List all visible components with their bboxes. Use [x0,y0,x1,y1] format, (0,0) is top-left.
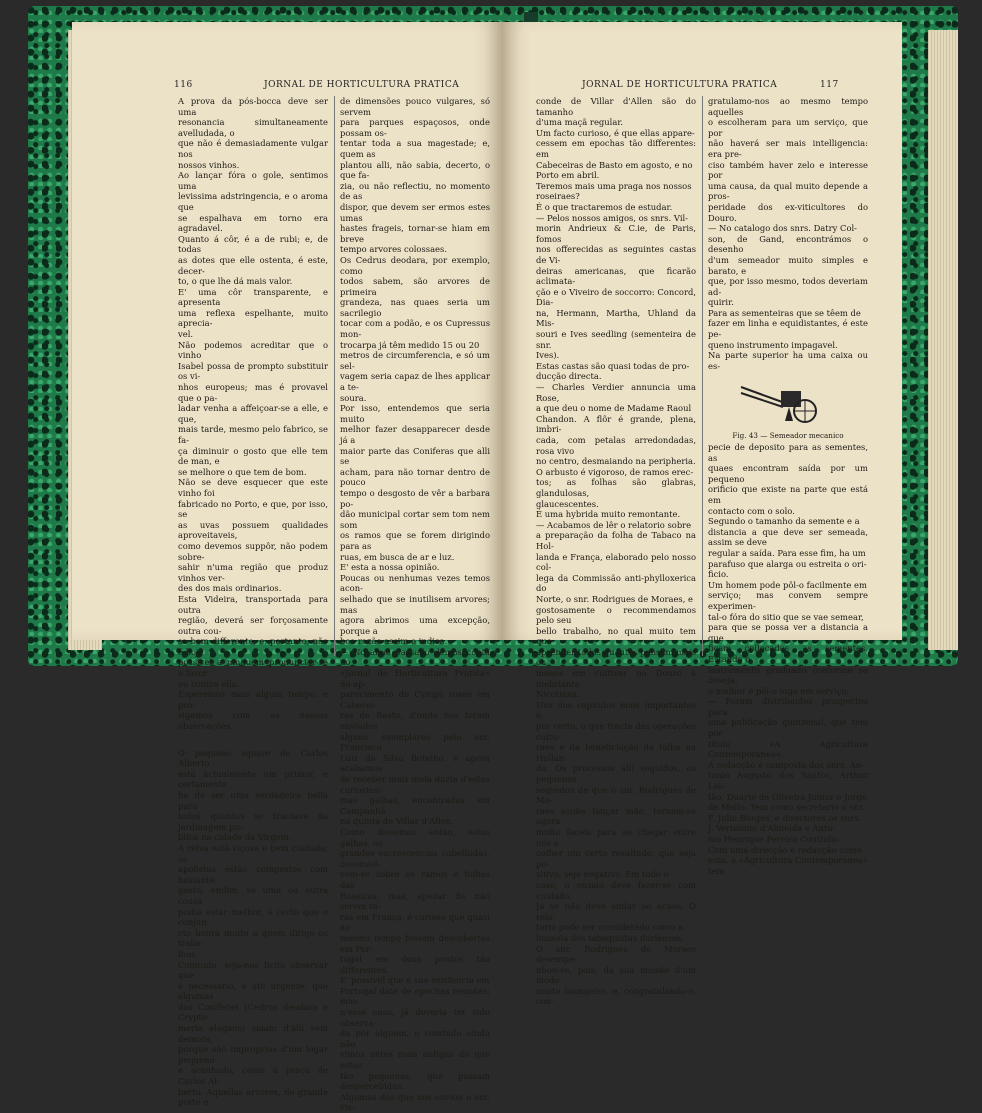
text-line: selhado que se inutilisem arvores; mas [340,593,490,615]
seed-drill-illustration [733,377,843,425]
text-line: ça diminuir o gosto que elle tem de man, e [178,445,328,467]
text-line: lega da Commissão anti-phylloxerica do [536,572,696,594]
text-line: É uma hybrida muito remontante. [536,509,681,520]
column-divider [702,96,703,656]
text-line: cto honra muito a quem dirige os traba- [178,927,328,949]
text-line: Ives). [536,350,560,361]
text-line: por certo, o que tracta das operações cultu- [536,721,696,742]
text-line: nio Henrique Pereira Coutinho. [708,834,842,844]
text-line: melhor fazer desapparecer desde já a [340,424,490,445]
text-line: o escolheram para um serviço, que por [708,117,868,138]
text-line: deiras americanas, que ficarão aclimata- [536,265,696,287]
text-line: F. Julio Borges, e directores os snrs. [708,812,862,823]
text-line: Quanto á côr, é a de rubi; e, de todas [178,233,328,255]
text-line: J. Verissimo d'Almeida e Anto- [708,823,836,834]
text-line: glaucescentes. [536,498,599,509]
text-line: ladar venha a affeiçoar-se a elle, e que, [178,403,328,424]
text-line: Norte, o snr. Rodrigues de Moraes, e [536,593,694,604]
text-line: ras em França, é curioso que quasi ao [340,911,490,933]
text-line: maior parte das Coniferas que alli se [340,445,490,467]
text-line: Com uma direcção e redacção como [708,844,862,855]
text-line: — Foram distribuidos prospectos para [708,696,868,717]
text-line: Já se não deve andar ao acaso. O rela- [536,901,696,922]
text-line: sa bem differente, e, portanto, não é hoje [178,636,328,657]
text-line: da por alguem, e comtudo ainda não [340,1028,490,1049]
text-line: mesmo tempo fossem descobertas em Por- [340,932,490,954]
text-line: O arbusto é vigoroso, de ramos erec- [536,466,694,477]
text-line: Não se deve esquecer que este vinho foi [178,477,328,498]
text-line: mais tarde, mesmo pelo fabrico, se fa- [178,424,328,445]
left-page [72,22,502,1113]
text-line: e acanhado, como a praça de Carlos Al- [178,1065,328,1087]
text-line: berto. Aquellas arvores, de grande porte e [178,1086,328,1108]
text-line: des dos mais ordinarios. [178,583,282,594]
text-line: contacto com o solo. [708,505,795,516]
left-column-2 [340,96,490,1113]
text-line: cada, com petalas arredondadas, rosa vivo [536,435,696,456]
text-line: fazer em linha e equidistantes, é este pe- [708,318,868,340]
text-line: todos sabem, são arvores de primeira [340,276,490,297]
text-line: peridade dos ex-viticultores do Douro. [708,201,868,223]
text-line: resonancia simultaneamente avelludada, o [178,117,328,138]
text-line: raes e da beneficiação da folha na Hollan- [536,742,696,763]
text-line: «Jornal de Horticultura Pratica» do ap- [340,668,490,689]
text-line: Esperemos mais algum tempo, e pro- [178,689,328,710]
text-line: bussola dos tabaquistas durienses. [536,932,684,943]
text-line: raes soube lançar mão, tornam-se agora [536,805,696,827]
text-line: Teremos mais uma praga nos nossos [536,180,692,191]
text-line: zia, ou não reflectiu, no momento de as [340,180,490,202]
text-line: das Coniferas (Cedrus deodara e Crypto- [178,1001,328,1023]
text-line: Não podemos acreditar que o vinho [178,339,328,361]
text-line: de Mello. Tem como secretario o snr. [708,802,865,813]
text-line: Segundo o tamanho da semente e a [708,516,860,527]
text-line: uma publicação quinzenal, que tem por [708,717,868,739]
text-line: levissima adstringencia, e o aroma que [178,191,328,212]
text-line: quirir. [708,297,734,308]
text-line: — Acabamos de lêr o relatorio sobre [536,519,692,530]
text-line: dão municipal cortar sem tom nem som [340,509,490,530]
text-line: d'um semeador muito simples e barato, e [708,254,868,276]
text-line: que, por isso mesmo, todos deveriam ad- [708,276,868,297]
text-line: possivel a ninguem pronunciar-se a favor [178,657,328,679]
text-line: Algumas das que nos enviou o snr. vis- [340,1091,490,1113]
text-line: todos quantos se tractava da jardinagem pu- [178,811,328,832]
text-line: vimos antes mais antigas do que estas [340,1049,490,1071]
text-line: A prova da pós-bocca deve ser uma [178,96,328,117]
text-line: sitivo, seja negativo. Em todo o [536,869,669,880]
text-line: lhos. [178,948,199,959]
text-line: landa e França, elaborado pelo nosso col- [536,551,696,573]
right-column-2-bottom [708,442,868,876]
text-line: região, deverá ser forçosamente outra cou- [178,615,328,636]
text-line: gratulamo-nos ao mesmo tempo aquelles [708,96,868,117]
text-line: sigamos com as nossas observações. [178,710,328,732]
text-line [178,740,328,748]
text-line: ou contra ella. [178,678,240,689]
text-line: bello trabalho, no qual muito tem que [536,625,696,647]
text-line: aprender todos quantos pensam mais ou [536,646,696,668]
text-line: O snr. Rodrigues de Moraes desempe- [536,943,696,965]
text-line: agora abrimos uma excepção, porque a [340,615,490,636]
text-line: tonio Augusto dos Santos, Arthur Lei- [708,770,868,792]
text-line: E' uma côr transparente, e apresenta [178,286,328,308]
text-line: apofistas estão compostos com bastante [178,864,328,885]
text-line: souri e Ives seedling (sementeira de snr. [536,329,696,350]
text-line: trocarpa já têm medido 15 ou 20 [340,339,480,350]
text-line: Portugal date de epochas remotas; mas [340,985,490,1007]
text-line: Chandon. A flôr é grande, plena, imbri- [536,413,696,435]
text-line: como devemos suppôr, não podem sobre- [178,540,328,562]
text-line: é necessario, e até urgente, que algumas [178,980,328,1002]
text-line: soura. [340,392,367,403]
text-line: esta, a «Agricultura Contemporanea» tem [708,855,868,876]
text-line: ras de Basto, d'onde nos foram enviados [340,710,490,732]
text-line: to, o que lhe dá mais valor. [178,276,293,287]
text-line: A redacção é composta dos snrs. An- [708,759,865,770]
text-line: tos; as folhas são glabras, glandulosas, [536,477,696,498]
text-line: E' esta a nossa opinião. [340,562,440,573]
text-line: parafuso que alarga ou estreita o ori- [708,558,867,569]
text-line: que não é demasiadamente vulgar nos [178,138,328,159]
text-line: uma reflexa espelhante, muito aprecia- [178,307,328,329]
text-line: Estas castas são quasi todas de pro- [536,360,690,371]
text-line: serviço; mas convem sempre experimen- [708,590,868,611]
text-line: sahir n'uma região que produz vinhos ver- [178,562,328,583]
text-line: distancia a que deve ser semeada, assim se deve [708,526,868,548]
text-line: ha de ser uma verdadeira bella para [178,790,328,811]
text-line: ficam collocadas as sementes. Estando o [708,643,868,664]
text-line: — Pelos nossos amigos, os snrs. Vil- [536,212,689,223]
text-line: se melhore o que tem de bom. [178,466,307,477]
left-page-number: 116 [174,80,193,90]
text-line: ducção directa. [536,371,602,382]
text-line: instrumento graduado conforme se deseja, [708,664,868,686]
right-column-2-top [708,96,868,371]
text-line: n'esse caso, já deveria ter sido observa- [340,1007,490,1028]
text-line: roseiraes? [536,191,580,202]
text-line: A relva está viçosa e bem cuidada; os [178,842,328,864]
text-line: torio pode ser considerado como a [536,922,683,933]
text-line: E' possivel que a sua existencia em [340,975,490,986]
text-line: nossos vinhos. [178,159,240,170]
text-line: Um homem pode pôl-o facilmente em [708,579,867,590]
text-line: vagem seria capaz de lhes applicar a te- [340,371,490,393]
text-line: Na parte superior ha uma caixa ou es- [708,350,868,371]
text-line: ruas, em busca de ar e luz. [340,551,455,562]
right-page-number: 117 [820,80,839,90]
text-line: menos em cultivar no Douro a inebriante [536,668,696,689]
text-line: Para as sementeiras que se têem de [708,307,861,318]
text-line: conde de Villar d'Allen são do tamanho [536,96,696,117]
text-line: Como dissemos então, estas galhas, os [340,826,490,848]
text-line: tempo arvores colossaes. [340,244,447,255]
text-line: plantou alli, não sabia, decerto, o que fa- [340,159,490,181]
text-line: na, Hermann, Martha, Uhland da Mis- [536,307,696,329]
text-line: os ramos que se forem dirigindo para as [340,530,490,551]
text-line: ciso também haver zelo e interesse por [708,159,868,181]
text-line: titulo «A Agricultura Contemporanea». [708,738,868,760]
right-page-edges [928,30,958,650]
text-line: Porto em abril. [536,170,600,181]
text-line [178,732,328,740]
text-line: para parques espaçosos, onde possam os- [340,117,490,138]
text-line: pecie de deposito para as sementes, as [708,442,868,463]
text-line: uma causa, da qual muito depende a pros- [708,180,868,202]
text-line: muito faceis para se chegar entre nós a [536,826,696,848]
text-line: não haverá ser mais intelligencia: era pre- [708,138,868,159]
text-line: muito lisongeiro, e, congratulando-o, con- [536,985,696,1007]
text-line: o melhor é pôl-o logo em serviço. [708,685,849,696]
text-line: podia estar melhor, é certo que o conjun- [178,906,328,928]
text-line: nhou-se, pois, da sua missão d'um modo [536,964,696,986]
text-line: ção e o Viveiro de soccorro: Concord, Dia- [536,286,696,308]
text-line: grandeza, nas quaes seria um sacrilegio [340,297,490,318]
text-line: gostosamente o recommendamos pelo seu [536,604,696,626]
text-line: na quinta de Villar d'Allen. [340,816,454,827]
text-line: tentar toda a sua magestade; e, quem as [340,138,490,159]
text-line: Isabel possa de prompto substituir os vi- [178,360,328,382]
text-line: de receber mais meia duzia d'estas curiosissi- [340,774,490,795]
left-column-1 [178,96,328,1108]
text-line: boa razão assim o indica. [340,636,448,647]
text-line: da. Os processos alli seguidos, os pequenos [536,763,696,784]
text-line: de dimensões pouco vulgares, só servem [340,96,490,117]
text-line: as dotes que elle ostenta, é este, decer- [178,254,328,276]
text-line: Poucas ou nenhumas vezes temos acon- [340,572,490,594]
text-line: queno instrumento impagavel. [708,339,838,350]
text-line: quaes encontram saída por um pequeno [708,463,868,484]
text-line: caso, o ensaio deve fazer-se com cuidado. [536,879,696,901]
text-line: dispor, que devem ser ermos estes umas [340,201,490,223]
text-line: — No catalogo dos snrs. Datry Col- [708,223,858,234]
text-line: a preparação da folha de Tabaco na Hol- [536,530,696,551]
right-column-2 [708,96,868,876]
text-line: regular a saída. Para esse fim, ha um [708,547,866,558]
text-line: Nicotiana. [536,689,580,700]
text-line: tocar com a podão, e os Cupressus mon- [340,318,490,340]
text-line: Luiz da Silva Botelho, e agora acabamos [340,752,490,774]
text-line: segredos de que o snr. Rodrigues de Mo- [536,784,696,806]
right-page [502,22,902,1007]
text-line: Uns dos capitulos mais importantes é, [536,699,696,721]
text-line: morin Andrieux & C.ie, de Paris, fomos [536,223,696,244]
text-line: colher um certo resultado, que seja po- [536,848,696,869]
text-line: nhos europeus; mas é provavel que o pa- [178,382,328,403]
text-line: É o que tractaremos de estudar. [536,201,673,212]
text-line: cessem em epochas tão differentes: em [536,138,696,159]
text-line: porque são improprias d'um logar pequeno [178,1044,328,1065]
text-line: blica na cidade da Virgem. [178,832,292,843]
text-line: metros de circumferencia, e só um sel- [340,350,490,371]
text-line: d'uma maçã regular. [536,117,624,128]
text-line: Roseiras; mas, apezar de não serem ra- [340,890,490,912]
right-column-1 [536,96,696,1007]
text-line: as uvas possuem qualidades aproveitaveis, [178,519,328,541]
text-line: son, de Gand, encontrámos o desenho [708,233,868,255]
text-line: grandes excrescencias cabelludas, desenvol- [340,848,490,869]
seed-drill-figure [708,377,868,429]
text-line: está actualmente um primor, e certamente [178,768,328,790]
text-line: vel. [178,329,194,340]
text-line: se espalhava em torno era agradavel. [178,212,328,234]
text-line: Cabeceiras de Basto em agosto, e no [536,159,693,170]
column-divider [334,96,335,656]
text-line: tugal em dous pontos tão differentes. [340,954,490,975]
text-line: a que deu o nome de Madame Raoul [536,403,692,414]
text-line: — Charles Verdier annuncia uma Rose, [536,382,696,403]
text-line: orificio que existe na parte que está em [708,484,868,505]
text-line: tão, Duarte de Oliveira Junior e Jorge [708,791,867,802]
text-line: parecimento do Cynips rosae em Cabecei- [340,689,490,710]
text-line: acham, para não tornar dentro de pouco [340,466,490,488]
text-line: Por isso, entendemos que seria muito [340,403,490,424]
text-line: Ao lançar fóra o gole, sentimos uma [178,170,328,191]
text-line: Um facto curioso, é que ellas appare- [536,127,695,138]
text-line: O pequeno square de Carlos Alberto [178,747,328,769]
text-line: Comtudo, seja-nos licito observar que [178,959,328,981]
text-line: nos offerecidas as seguintes castas de Vi- [536,244,696,265]
text-line: Os Cedrus deodara, por exemplo, como [340,254,490,276]
text-line: hastes frageis, tornar-se hiam em breve [340,223,490,244]
text-line: meria elegans) saiam d'alli sem demora, [178,1023,328,1044]
text-line: vem-se sobre os ramos e folhas das [340,869,490,890]
text-line: tal-o fóra do sitio que se vae semear, [708,611,864,622]
text-line: alguns exemplares pelo snr. Francisco [340,731,490,753]
right-running-title: JORNAL DE HORTICULTURA PRATICA [582,80,778,90]
text-line: fabricado no Porto, e que, por isso, se [178,498,328,520]
text-line: para que se possa ver a distancia a que [708,622,868,643]
left-running-title: JORNAL DE HORTICULTURA PRATICA [264,80,460,90]
text-line: ficio. [708,569,729,580]
text-line: — No anno passado demos conta no [340,646,490,668]
text-line: tempo o desgosto de vêr a barbara po- [340,487,490,509]
figure-caption: Fig. 43 — Semeador mecanico [732,431,844,441]
text-line: tão pequenas, que passam despercebidas. [340,1070,490,1092]
text-line: gosto; emfim, se uma ou outra cousa [178,885,328,906]
text-line: Esta Videira, transportada para outra [178,593,328,615]
text-line: mas galhas, encontradas em Campanhã [340,795,490,816]
text-line: no centro, desmaiando na peripheria. [536,456,696,467]
